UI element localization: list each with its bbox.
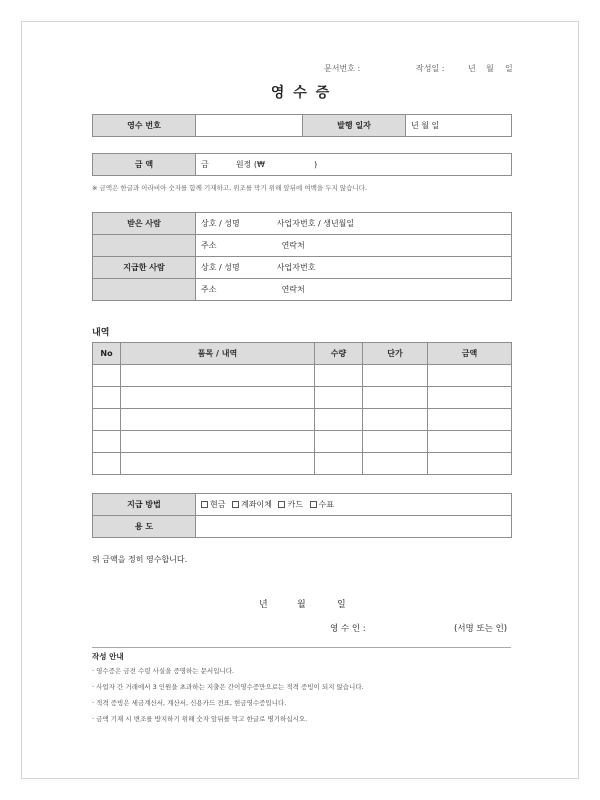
- guide-line-1: · 영수증은 금전 수령 사실을 증명하는 문서입니다.: [92, 667, 235, 675]
- cell-item[interactable]: [121, 409, 315, 431]
- footer-date-month: 월: [297, 600, 306, 610]
- receiver-address-label: 주소: [201, 241, 217, 250]
- receipt-info-table: [92, 114, 512, 137]
- cell-unit-price[interactable]: [363, 365, 428, 387]
- cell-no[interactable]: [93, 409, 121, 431]
- guide-divider: [92, 647, 511, 648]
- guide-title: 작성 안내: [92, 652, 124, 661]
- card-option-label: 카드: [287, 500, 303, 509]
- payer-address-row[interactable]: [196, 279, 512, 301]
- write-date-year: 년: [468, 64, 476, 73]
- cell-unit-price[interactable]: [363, 453, 428, 475]
- write-date-day: 일: [505, 64, 513, 73]
- doc-no-label: 문서번호 :: [324, 64, 361, 73]
- receiver-address-row[interactable]: [196, 235, 512, 257]
- receiver-label-blank: [93, 235, 196, 257]
- cell-unit-price[interactable]: [363, 387, 428, 409]
- table-row: [93, 409, 512, 431]
- transfer-option-label: 계좌이체: [241, 500, 272, 509]
- transfer-checkbox[interactable]: [232, 501, 239, 508]
- cell-unit-price[interactable]: [363, 409, 428, 431]
- col-qty: 수량: [315, 343, 363, 365]
- cell-amount[interactable]: [428, 431, 512, 453]
- guide-line-4: · 금액 기재 시 변조를 방지하기 위해 숫자 앞뒤를 막고 한글로 병기하십시오.: [92, 715, 308, 723]
- check-option-label: 수표: [318, 500, 334, 509]
- cell-amount[interactable]: [428, 365, 512, 387]
- cell-qty[interactable]: [315, 365, 363, 387]
- receiver-name-row[interactable]: [196, 213, 512, 235]
- items-table: [92, 342, 512, 475]
- payer-name-label: 상호 / 성명: [201, 263, 240, 272]
- amount-close: ): [313, 160, 318, 169]
- guide-line-3: · 적격 증빙은 세금계산서, 계산서, 신용카드 전표, 현금영수증입니다.: [92, 699, 287, 707]
- receipt-statement: 위 금액을 정히 영수합니다.: [92, 555, 188, 564]
- cell-item[interactable]: [121, 453, 315, 475]
- cash-option-label: 현금: [210, 500, 226, 509]
- payer-name-row[interactable]: [196, 257, 512, 279]
- cash-checkbox[interactable]: [201, 501, 208, 508]
- cell-amount[interactable]: [428, 453, 512, 475]
- cell-qty[interactable]: [315, 387, 363, 409]
- cell-amount[interactable]: [428, 387, 512, 409]
- payer-label: 지급한 사람: [93, 257, 196, 279]
- table-row: [93, 453, 512, 475]
- items-section-title: 내역: [92, 328, 110, 338]
- cell-no[interactable]: [93, 431, 121, 453]
- receipt-no-label: 영수 번호: [93, 115, 196, 137]
- party-table: [92, 212, 512, 301]
- table-row: [93, 365, 512, 387]
- guide-line-2: · 사업자 간 거래에서 3 인원을 초과하는 지출은 간이영수증만으로는 적격 증빙이 되지 않습니다.: [92, 683, 364, 691]
- amount-won: 원정 (₩: [235, 160, 265, 169]
- cell-qty[interactable]: [315, 453, 363, 475]
- col-no: No: [93, 343, 121, 365]
- purpose-field[interactable]: [196, 516, 512, 538]
- items-header-row: [93, 343, 512, 365]
- write-date-label: 작성일 :: [416, 64, 445, 73]
- issue-date-label: 발행 일자: [303, 115, 406, 137]
- receipt-page: [21, 21, 579, 779]
- purpose-label: 용 도: [93, 516, 196, 538]
- col-unit-price: 단가: [363, 343, 428, 365]
- check-checkbox[interactable]: [310, 501, 317, 508]
- payment-table: [92, 493, 512, 538]
- signature-label: 영 수 인 :: [330, 624, 366, 634]
- cell-item[interactable]: [121, 365, 315, 387]
- payment-method-options: [196, 494, 512, 516]
- cell-amount[interactable]: [428, 409, 512, 431]
- cell-item[interactable]: [121, 387, 315, 409]
- page-title: 영 수 증: [270, 85, 332, 101]
- amount-note: ※ 금액은 한글과 아라비아 숫자를 함께 기재하고, 위조를 막기 위해 앞뒤에 여백을 두지 않습니다.: [92, 184, 368, 192]
- payer-contact-label: 연락처: [281, 285, 305, 294]
- table-row: [93, 387, 512, 409]
- signature-hint: (서명 또는 인): [454, 624, 508, 634]
- cell-qty[interactable]: [315, 431, 363, 453]
- cell-item[interactable]: [121, 431, 315, 453]
- card-checkbox[interactable]: [278, 501, 285, 508]
- cell-qty[interactable]: [315, 409, 363, 431]
- cell-no[interactable]: [93, 365, 121, 387]
- payer-id-label: 사업자번호: [276, 263, 316, 272]
- amount-field[interactable]: [196, 154, 512, 176]
- footer-date-year: 년: [259, 600, 268, 610]
- amount-table: [92, 153, 512, 176]
- cell-no[interactable]: [93, 387, 121, 409]
- amount-prefix: 금: [201, 160, 209, 169]
- payer-address-label: 주소: [201, 285, 217, 294]
- amount-label: 금 액: [93, 154, 196, 176]
- payer-label-blank: [93, 279, 196, 301]
- payment-method-label: 지급 방법: [93, 494, 196, 516]
- receiver-contact-label: 연락처: [281, 241, 305, 250]
- col-amount: 금액: [428, 343, 512, 365]
- footer-date-day: 일: [337, 600, 346, 610]
- issue-date-field[interactable]: 년 월 일: [406, 115, 512, 137]
- receiver-id-label: 사업자번호 / 생년월일: [276, 219, 355, 228]
- receiver-name-label: 상호 / 성명: [201, 219, 240, 228]
- receiver-label: 받은 사람: [93, 213, 196, 235]
- write-date-month: 월: [486, 64, 494, 73]
- col-item: 품목 / 내역: [121, 343, 315, 365]
- cell-unit-price[interactable]: [363, 431, 428, 453]
- table-row: [93, 431, 512, 453]
- receipt-no-field[interactable]: [196, 115, 303, 137]
- cell-no[interactable]: [93, 453, 121, 475]
